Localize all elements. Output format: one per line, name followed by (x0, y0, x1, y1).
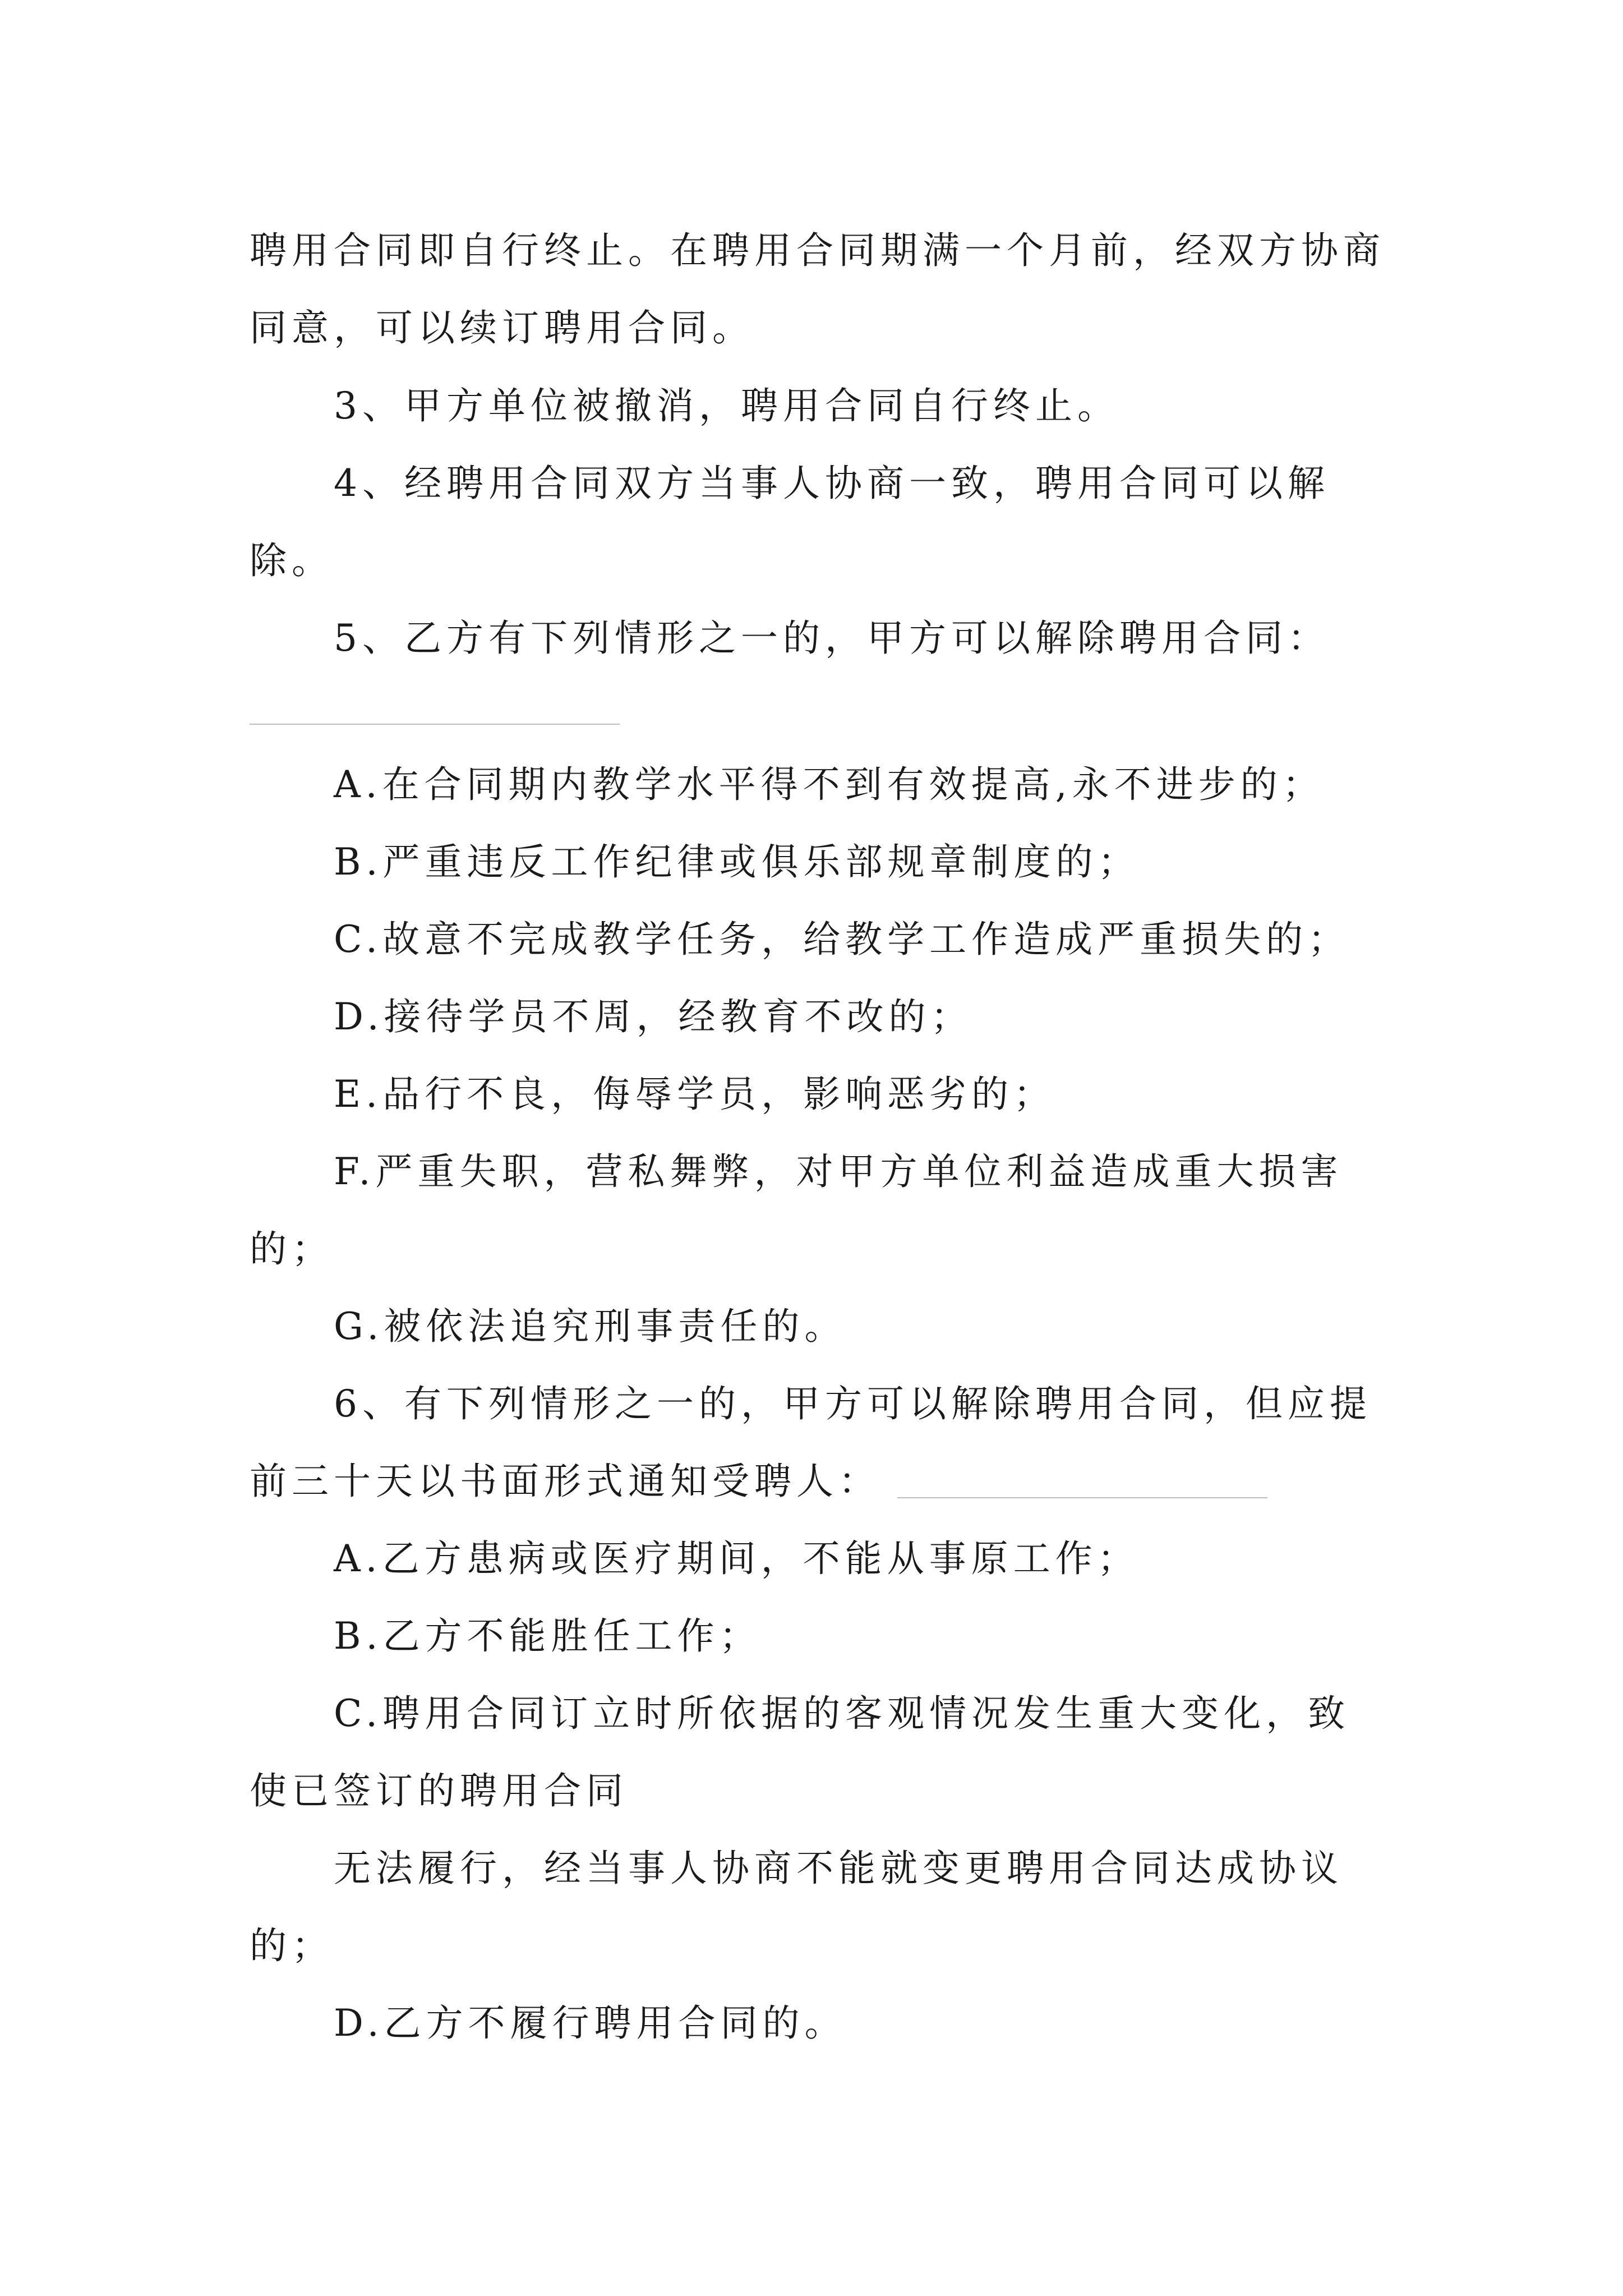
paragraph-clause-3: 3、甲方单位被撤消，聘用合同自行终止。 (334, 384, 1119, 427)
paragraph-clause-6-text: 6、有下列情形之一的，甲方可以解除聘用合同，但应提前三十天以书面形式通知受聘人： (250, 1382, 1372, 1503)
paragraph-clause-6 (250, 1365, 1388, 1520)
list-item-5b: B.严重违反工作纪律或俱乐部规章制度的； (334, 840, 1140, 884)
list-item-6c-continued: 无法履行，经当事人协商不能就变更聘用合同达成协议的； (250, 1847, 1343, 1967)
paragraph-clause-5: 5、乙方有下列情形之一的，甲方可以解除聘用合同： (334, 616, 1330, 660)
list-item-5e: E.品行不良，侮辱学员，影响恶劣的； (334, 1073, 1056, 1116)
list-item-6d: D.乙方不履行聘用合同的。 (334, 2001, 847, 2045)
list-item-5a: A.在合同期内教学水平得不到有效提高,永不进步的； (334, 763, 1325, 806)
paragraph-clause-4: 4、经聘用合同双方当事人协商一致，聘用合同可以解除。 (250, 462, 1330, 582)
list-item-6c: C.聘用合同订立时所依据的客观情况发生重大变化，致使已签订的聘用合同 (250, 1692, 1350, 1812)
blank-underline (250, 724, 620, 725)
blank-underline-inline (897, 1497, 1267, 1498)
list-item-6a: A.乙方患病或医疗期间，不能从事原工作； (334, 1537, 1140, 1580)
list-item-5c: C.故意不完成教学任务，给教学工作造成严重损失的； (334, 918, 1350, 961)
list-item-5g: G.被依法追究刑事责任的。 (334, 1305, 847, 1348)
list-item-5d: D.接待学员不周，经教育不改的； (334, 995, 973, 1038)
list-item-6b: B.乙方不能胜任工作； (334, 1614, 762, 1658)
list-item-5f: F.严重失职，营私舞弊，对甲方单位利益造成重大损害的； (250, 1150, 1343, 1271)
paragraph-contract-termination: 聘用合同即自行终止。在聘用合同期满一个月前，经双方协商同意，可以续订聘用合同。 (250, 229, 1385, 349)
